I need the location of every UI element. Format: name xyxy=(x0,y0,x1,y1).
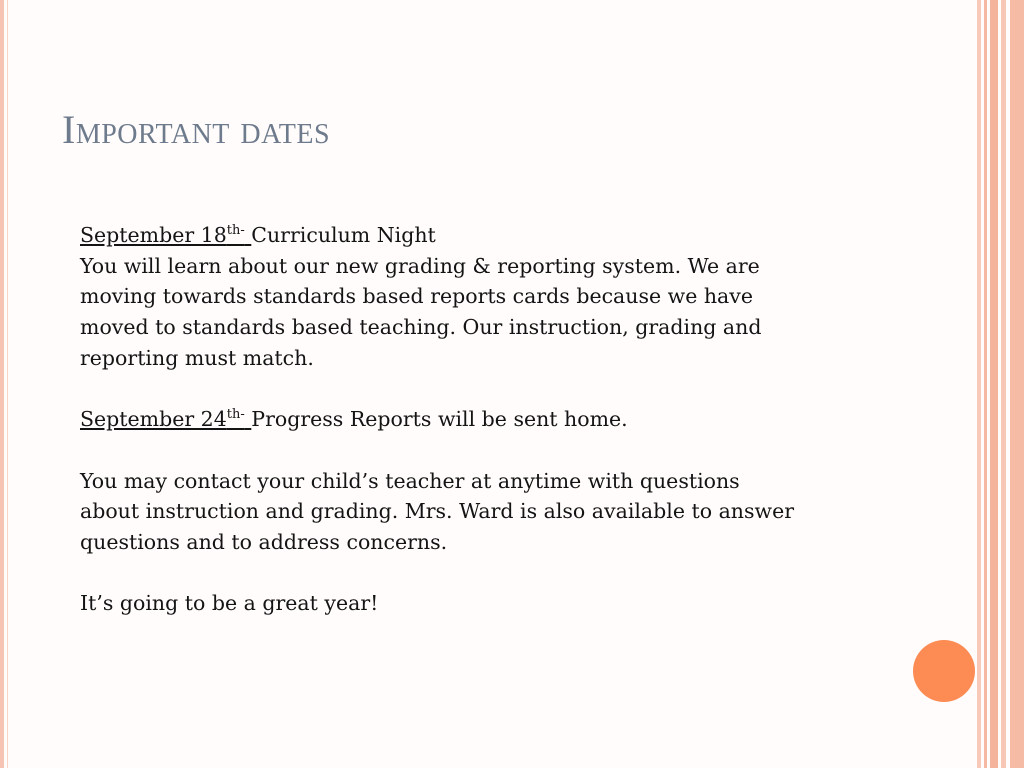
event-line-progress-reports xyxy=(80,404,940,435)
slide-body xyxy=(80,220,940,619)
left-border-thin-stripe xyxy=(7,0,8,768)
event-date-link xyxy=(80,223,251,247)
body-line: You will learn about our new grading & reporting system. We are xyxy=(80,253,760,278)
event-date-link xyxy=(80,407,251,431)
right-decor-stripe xyxy=(1001,0,1006,768)
event-name: Curriculum Night xyxy=(251,223,436,247)
date-suffix: th- xyxy=(226,223,245,238)
body-line: moved to standards based teaching. Our instruction, grading and xyxy=(80,315,762,340)
right-decor-stripe xyxy=(990,0,998,768)
right-decor-stripe xyxy=(1010,0,1024,768)
event-name: Progress Reports will be sent home. xyxy=(251,407,628,432)
date-suffix: th- xyxy=(226,407,245,423)
paragraph-gap xyxy=(80,435,940,466)
body-line: questions and to address concerns. xyxy=(80,530,448,554)
event-line-curriculum-night xyxy=(80,220,940,251)
right-decor-stripe xyxy=(984,0,987,768)
event-date: September 18 xyxy=(80,223,227,247)
body-line: about instruction and grading. Mrs. Ward is also available to answer xyxy=(80,499,794,524)
paragraph-gap xyxy=(80,558,940,589)
left-border-stripe xyxy=(0,0,4,768)
paragraph-gap xyxy=(80,374,940,405)
body-line: reporting must match. xyxy=(80,345,314,370)
slide-title: Important dates xyxy=(62,107,331,152)
closing-line: It’s going to be a great year! xyxy=(80,591,379,616)
right-decor-stripe xyxy=(977,0,981,768)
body-line: moving towards standards based reports cards because we have xyxy=(80,284,753,309)
body-line: You may contact your child’s teacher at anytime with questions xyxy=(80,468,740,493)
orange-circle-decoration xyxy=(913,640,975,702)
event-date: September 24 xyxy=(80,407,227,432)
